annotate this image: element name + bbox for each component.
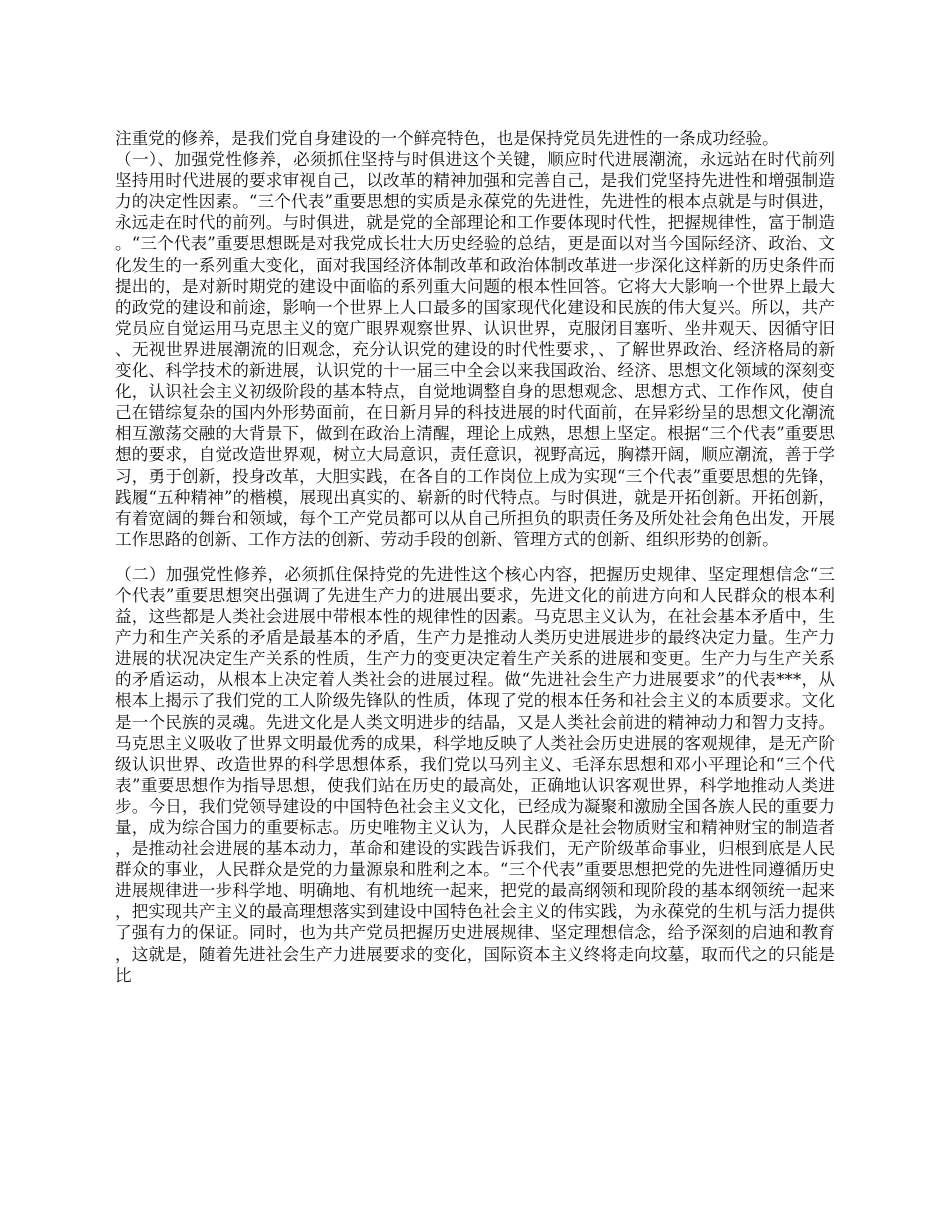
paragraph-intro: 注重党的修养，是我们党自身建设的一个鲜亮特色，也是保持党员先进性的一条成功经验。 [115,129,779,148]
paragraph-section-two: （二）加强党性修养，必须抓住保持党的先进性这个核心内容，把握历史规律、坚定理想信念“三个代表”重要思想突出强调了先进生产力的进展出要求，先进文化的前进方向和人民群众的根本利益，这些都是人类社会进展中带根本性的规律性的因素。马克思主义认为，在社会基本矛盾中，生产力和生产关系的矛盾是最基本的矛盾，生产力是推动人类历史进展进步的最终决定力量。生产力进展的状况决定生产关系的性质，生产力的变更决定着生产关系的进展和变更。生产力与生产关系的矛盾运动，从根本上决定着人类社会的进展过程。做“先进社会生产力进展要求”的代表***，从根本上揭示了我们党的工人阶级先锋队的性质，体现了党的根本任务和社会主义的本质要求。文化是一个民族的灵魂。先进文化是人类文明进步的结晶，又是人类社会前进的精神动力和智力支持。马克思主义吸收了世界文明最优秀的成果，科学地反映了人类社会历史进展的客观规律，是无产阶级认识世界、改造世界的科学思想体系，我们党以马列主义、毛泽东思想和邓小平理论和“三个代表”重要思想作为指导思想，使我们站在历史的最高处，正确地认识客观世界，科学地推动人类进步。今日，我们党领导建设的中国特色社会主义文化，已经成为凝聚和激励全国各族人民的重要力量，成为综合国力的重要标志。历史唯物主义认为，人民群众是社会物质财宝和精神财宝的制造者，是推动社会进展的基本动力，革命和建设的实践告诉我们，无产阶级革命事业，归根到底是人民群众的事业，人民群众是党的力量源泉和胜利之本。“三个代表”重要思想把党的先进性同遵循历史进展规律进一步科学地、明确地、有机地统一起来，把党的最高纲领和现阶段的基本纲领统一起来，把实现共产主义的最高理想落实到建设中国特色社会主义的伟实践，为永葆党的生机与活力提供了强有力的保证。同时，也为共产党员把握历史进展规律、坚定理想信念，给予深刻的启迪和教育，这就是，随着先进社会生产力进展要求的变化，国际资本主义终将走向坟墓，取而代之的只能是比 [115,564,835,985]
paragraph-section-one: （一）、加强党性修养，必须抓住坚持与时俱进这个关键，顺应时代进展潮流，永远站在时代前列坚持用时代进展的要求审视自己，以改革的精神加强和完善自己，是我们党坚持先进性和增强制造力的决定性因素。“三个代表”重要思想的实质是永葆党的先进性，先进性的根本点就是与时俱进，永远走在时代的前列。与时俱进，就是党的全部理论和工作要体现时代性，把握规律性，富于制造。“三个代表”重要思想既是对我党成长壮大历史经验的总结，更是面以对当今国际经济、政治、文化发生的一系列重大变化，面对我国经济体制改革和政治体制改革进一步深化这样新的历史条件而提出的，是对新时期党的建设中面临的系列重大问题的根本性回答。它将大大影响一个世界上最大的政党的建设和前途，影响一个世界上人口最多的国家现代化建设和民族的伟大复兴。所以，共产党员应自觉运用马克思主义的宽广眼界观察世界、认识世界，克服闭目塞听、坐井观天、因循守旧、无视世界进展潮流的旧观念，充分认识党的建设的时代性要求，、了解世界政治、经济格局的新变化、科学技术的新进展，认识党的十一届三中全会以来我国政治、经济、思想文化领域的深刻变化，认识社会主义初级阶段的基本特点，自觉地调整自身的思想观念、思想方式、工作作风，使自己在错综复杂的国内外形势面前，在日新月异的科技进展的时代面前，在异彩纷呈的思想文化潮流相互激荡交融的大背景下，做到在政治上清醒，理论上成熟，思想上坚定。根据“三个代表”重要思想的要求，自觉改造世界观，树立大局意识，责任意识，视野高远，胸襟开阔，顺应潮流，善于学习，勇于创新，投身改革，大胆实践，在各自的工作岗位上成为实现“三个代表”重要思想的先锋，践履“五种精神”的楷模，展现出真实的、崭新的时代特点。与时俱进，就是开拓创新。开拓创新，有着宽阔的舞台和领域，每个工产党员都可以从自己所担负的职责任务及所处社会角色出发，开展工作思路的创新、工作方法的创新、劳动手段的创新、管理方式的创新、组织形势的创新。 [115,150,835,549]
document-page [115,128,835,986]
